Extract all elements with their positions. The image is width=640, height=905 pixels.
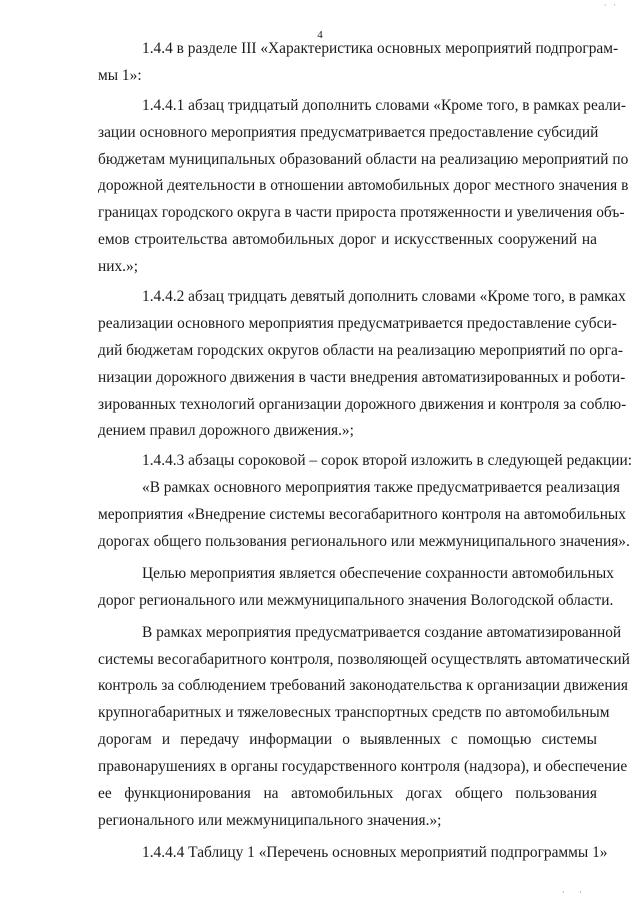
paragraph-quote-2 — [98, 561, 614, 615]
text-line: реализации основного мероприятия предусматривается предоставление субси- — [98, 314, 617, 332]
paragraph-quote-3 — [98, 620, 630, 835]
text-line: крупногабаритных и тяжеловесных транспортных средств по автомобильным — [98, 704, 610, 722]
paragraph-1-4-4-1 — [98, 93, 629, 281]
text-line: 1.4.4.4 Таблицу 1 «Перечень основных мероприятий подпрограммы 1» — [142, 843, 608, 861]
text-line: зации основного мероприятия предусматривается предоставление субсидий — [98, 123, 599, 141]
corner-mark: · · — [603, 0, 618, 10]
text-line: бюджетам муниципальных образований области на реализацию мероприятий по — [98, 150, 629, 168]
paragraph-1-4-4-2 — [98, 284, 627, 445]
paragraph-quote-1 — [98, 475, 630, 556]
paragraph-1-4-4-3 — [98, 448, 633, 475]
text-line: дорогах общего пользования регионального или межмуниципального значения». — [98, 533, 630, 551]
text-line: 1.4.4.1 абзац тридцатый дополнить словами «Кроме того, в рамках реали- — [142, 96, 626, 114]
text-line: мероприятия «Внедрение системы весогабаритного контроля на автомобильных — [98, 506, 626, 524]
text-line: дением правил дорожного движения.»; — [98, 422, 354, 440]
text-line: дорог регионального или межмуниципального значения Вологодской области. — [98, 591, 614, 609]
text-line: дорожной деятельности в отношении автомобильных дорог местного значения в — [98, 177, 629, 195]
document-body — [98, 36, 633, 867]
text-line: 1.4.4 в разделе III «Характеристика основных мероприятий подпрограм- — [142, 40, 619, 57]
text-line: дорогам и передачу информации о выявленных с помощью системы — [98, 731, 597, 749]
text-line: системы весогабаритного контроля, позволяющей осуществлять автоматический — [98, 650, 630, 668]
text-line: «В рамках основного мероприятия также предусматривается реализация — [142, 479, 620, 497]
text-line: В рамках мероприятия предусматривается создание автоматизированной — [142, 623, 622, 641]
text-line: ее функционирования на автомобильных догах общего пользования — [98, 785, 597, 803]
text-line: зированных технологий организации дорожного движения и контроля за соблю- — [98, 395, 627, 413]
text-line: 1.4.4.2 абзац тридцать девятый дополнить словами «Кроме того, в рамках — [142, 288, 626, 306]
paragraph-1-4-4 — [98, 36, 619, 90]
text-line: правонарушениях в органы государственного контроля (надзора), и обеспечение — [98, 758, 628, 776]
text-line: границах городского округа в части прироста протяженности и увеличения объ- — [98, 204, 625, 222]
paragraph-1-4-4-4 — [98, 840, 608, 867]
text-line: регионального или межмуниципального значения.»; — [98, 811, 442, 829]
text-line: 1.4.4.3 абзацы сороковой – сорок второй изложить в следующей редакции: — [142, 452, 633, 470]
text-line: Целью мероприятия является обеспечение сохранности автомобильных — [142, 564, 614, 582]
text-line: низации дорожного движения в части внедрения автоматизированных и роботи- — [98, 368, 626, 386]
page-number: 4 — [317, 29, 323, 41]
text-line: дий бюджетам городских округов области на реализацию мероприятий по орга- — [98, 341, 623, 359]
text-line: контроль за соблюдением требований законодательства к организации движения — [98, 677, 628, 695]
text-line: мы 1»: — [98, 66, 142, 84]
bottom-mark: · · — [561, 887, 588, 897]
text-line: них.»; — [98, 258, 138, 276]
text-line: емов строительства автомобильных дорог и искусственных сооружений на — [98, 231, 597, 249]
